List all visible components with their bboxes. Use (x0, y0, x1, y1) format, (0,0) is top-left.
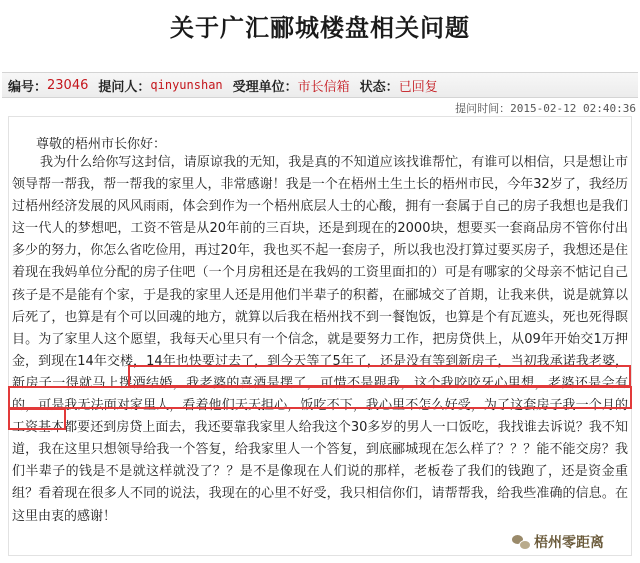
ask-time (455, 100, 636, 116)
status-label: 状态： (359, 79, 399, 95)
unit-value: 市长信箱 (297, 79, 350, 95)
number-label: 编号： (8, 79, 48, 95)
asker-label: 提问人： (98, 79, 151, 95)
watermark-text: 梧州零距离 (534, 535, 604, 551)
letter-greeting: 尊敬的梧州市长你好： (36, 137, 167, 152)
info-bar (2, 72, 638, 98)
highlight-box-line-3 (8, 408, 66, 430)
unit-label: 受理单位： (232, 79, 298, 95)
letter-body: 我为什么给你写这封信，请原谅我的无知，我是真的不知道应该找谁帮忙，有谁可以相信，只是想让市领导帮一帮我，帮一帮我的家里人，非常感谢！我是一个在梧州土生土长的梧州市民，今年32岁了，我经历过梧州经济发展的风风雨雨，体会到作为一个梧州底层人士的心酸，拥有一套属于自己的房子我想也是我们这一代人的梦想吧，工资不管是从20年前的三百块，还是到现在的2000块，想要买一套商品房不管你付出多少的努力，你怎么省吃俭用，再过20年，我也买不起一套房子，所以我也没打算过要买房子，我想还是住着现在我妈单位分配的房子住吧（一个月房租还是在我妈的工资里面扣的）可是有哪家的父母亲不惦记自己孩子是不是能有个家，于是我的家里人还是用他们半辈子的积蓄，在郦城交了首期，让我来供，说是就算以后死了，也算是有个可以回魂的地方，就算以后我在梧州找不到一餐饱饭，也算是个有瓦遮头，死也死得瞑目。为了家里人这个愿望，我每天心里只有一个信念，就是要努力工作，把房贷供上，从09年开始交1万押金，到现在14年交楼，14年也快要过去了，到今天等了5年了，还是没有等到新房子，当初我承诺我老婆，新房子一得就马上摆酒结婚，我老婆的喜酒是摆了，可惜不是跟我，这个我咬咬牙心里想，老婆还是会有的，可是我无法面对家里人，看着他们天天担心，饭吃不下，我心里不怎么好受，为了这套房子我一个月的工资基本都要还到房贷上面去，我还要靠我家里人给我这个30多岁的男人一口饭吃，我找谁去诉说？我不知道，我在这里只想领导给我一个答复，给我家里人一个答复，到底郦城现在怎么样了？？？能不能交房？我们半辈子的钱是不是就这样就没了？？是不是像现在人们说的那样，老板卷了我们的钱跑了，还是资金重组？看着现在很多人不同的说法，我现在的心里不好受，我只相信你们，请帮帮我，给我些准确的信息。在这里由衷的感谢！ (12, 155, 628, 524)
page-title: 关于广汇郦城楼盘相关问题 (170, 13, 470, 42)
ask-time-value: 2015-02-12 02:40:36 (510, 102, 636, 115)
ask-time-label: 提问时间： (455, 102, 511, 115)
watermark (512, 530, 604, 554)
status-value: 已回复 (398, 79, 438, 95)
wechat-icon (512, 534, 530, 550)
asker-value: qinyunshan (150, 78, 223, 92)
highlight-box-line-1 (128, 365, 631, 387)
highlight-box-line-2 (8, 386, 632, 409)
number-value: 23046 (47, 77, 89, 93)
